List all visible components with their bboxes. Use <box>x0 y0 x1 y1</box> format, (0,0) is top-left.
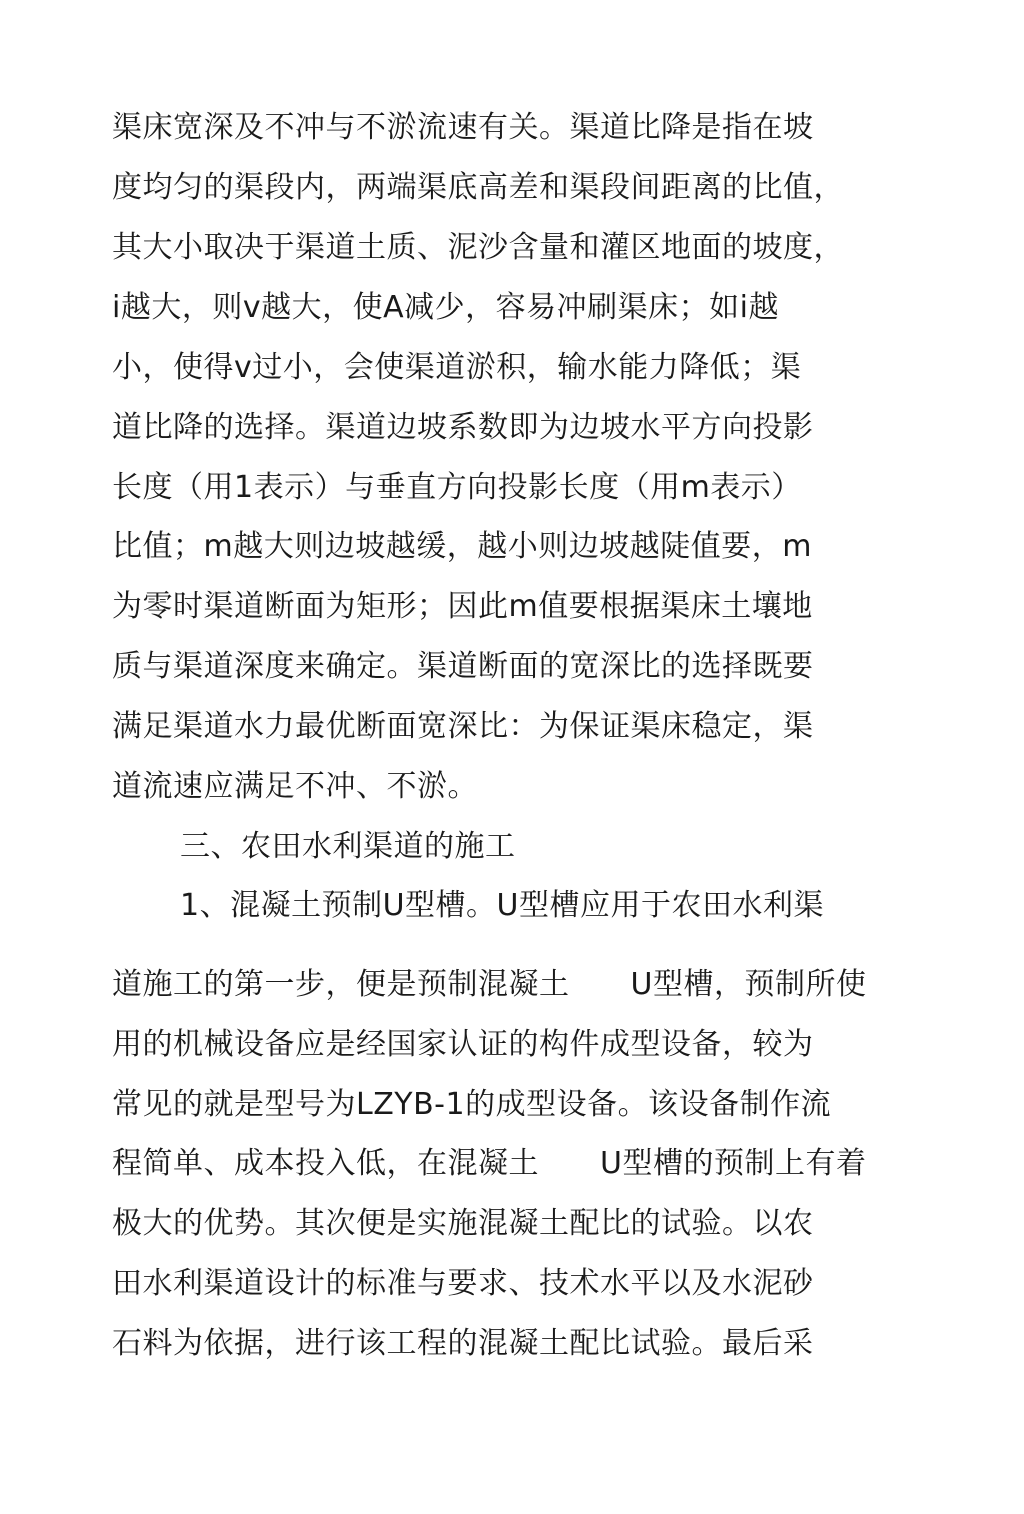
text-line: i越大，则v越大，使A减少，容易冲刷渠床；如i越 <box>112 290 779 325</box>
text-line: 石料为依据，进行该工程的混凝土配比试验。最后采 <box>112 1326 814 1361</box>
text-line: 小，使得v过小，会使渠道淤积，输水能力降低；渠 <box>112 350 802 385</box>
text-line: 程简单、成本投入低，在混凝土 U型槽的预制上有着 <box>112 1146 867 1181</box>
text-line: 比值；m越大则边坡越缓，越小则边坡越陡值要，m <box>112 529 812 564</box>
text-line: 极大的优势。其次便是实施混凝土配比的试验。以农 <box>112 1206 814 1241</box>
section-heading: 三、农田水利渠道的施工 <box>180 829 516 864</box>
text-line: 其大小取决于渠道土质、泥沙含量和灌区地面的坡度， <box>112 230 844 265</box>
text-line: 道施工的第一步，便是预制混凝土 U型槽，预制所使 <box>112 967 867 1002</box>
subsection-heading: 1、混凝土预制U型槽。U型槽应用于农田水利渠 <box>180 888 825 923</box>
text-line: 长度（用1表示）与垂直方向投影长度（用m表示） <box>112 470 802 505</box>
text-line: 满足渠道水力最优断面宽深比：为保证渠床稳定，渠 <box>112 709 814 744</box>
text-line: 常见的就是型号为LZYB-1的成型设备。该设备制作流 <box>112 1087 832 1122</box>
text-line: 用的机械设备应是经国家认证的构件成型设备，较为 <box>112 1027 814 1062</box>
text-line: 度均匀的渠段内，两端渠底高差和渠段间距离的比值， <box>112 170 844 205</box>
text-line: 道流速应满足不冲、不淤。 <box>112 769 478 804</box>
text-line: 田水利渠道设计的标准与要求、技术水平以及水泥砂 <box>112 1266 814 1301</box>
text-line: 道比降的选择。渠道边坡系数即为边坡水平方向投影 <box>112 410 814 445</box>
text-line: 渠床宽深及不冲与不淤流速有关。渠道比降是指在坡 <box>112 110 814 145</box>
text-line: 质与渠道深度来确定。渠道断面的宽深比的选择既要 <box>112 649 814 684</box>
text-line: 为零时渠道断面为矩形；因此m值要根据渠床土壤地 <box>112 589 813 624</box>
